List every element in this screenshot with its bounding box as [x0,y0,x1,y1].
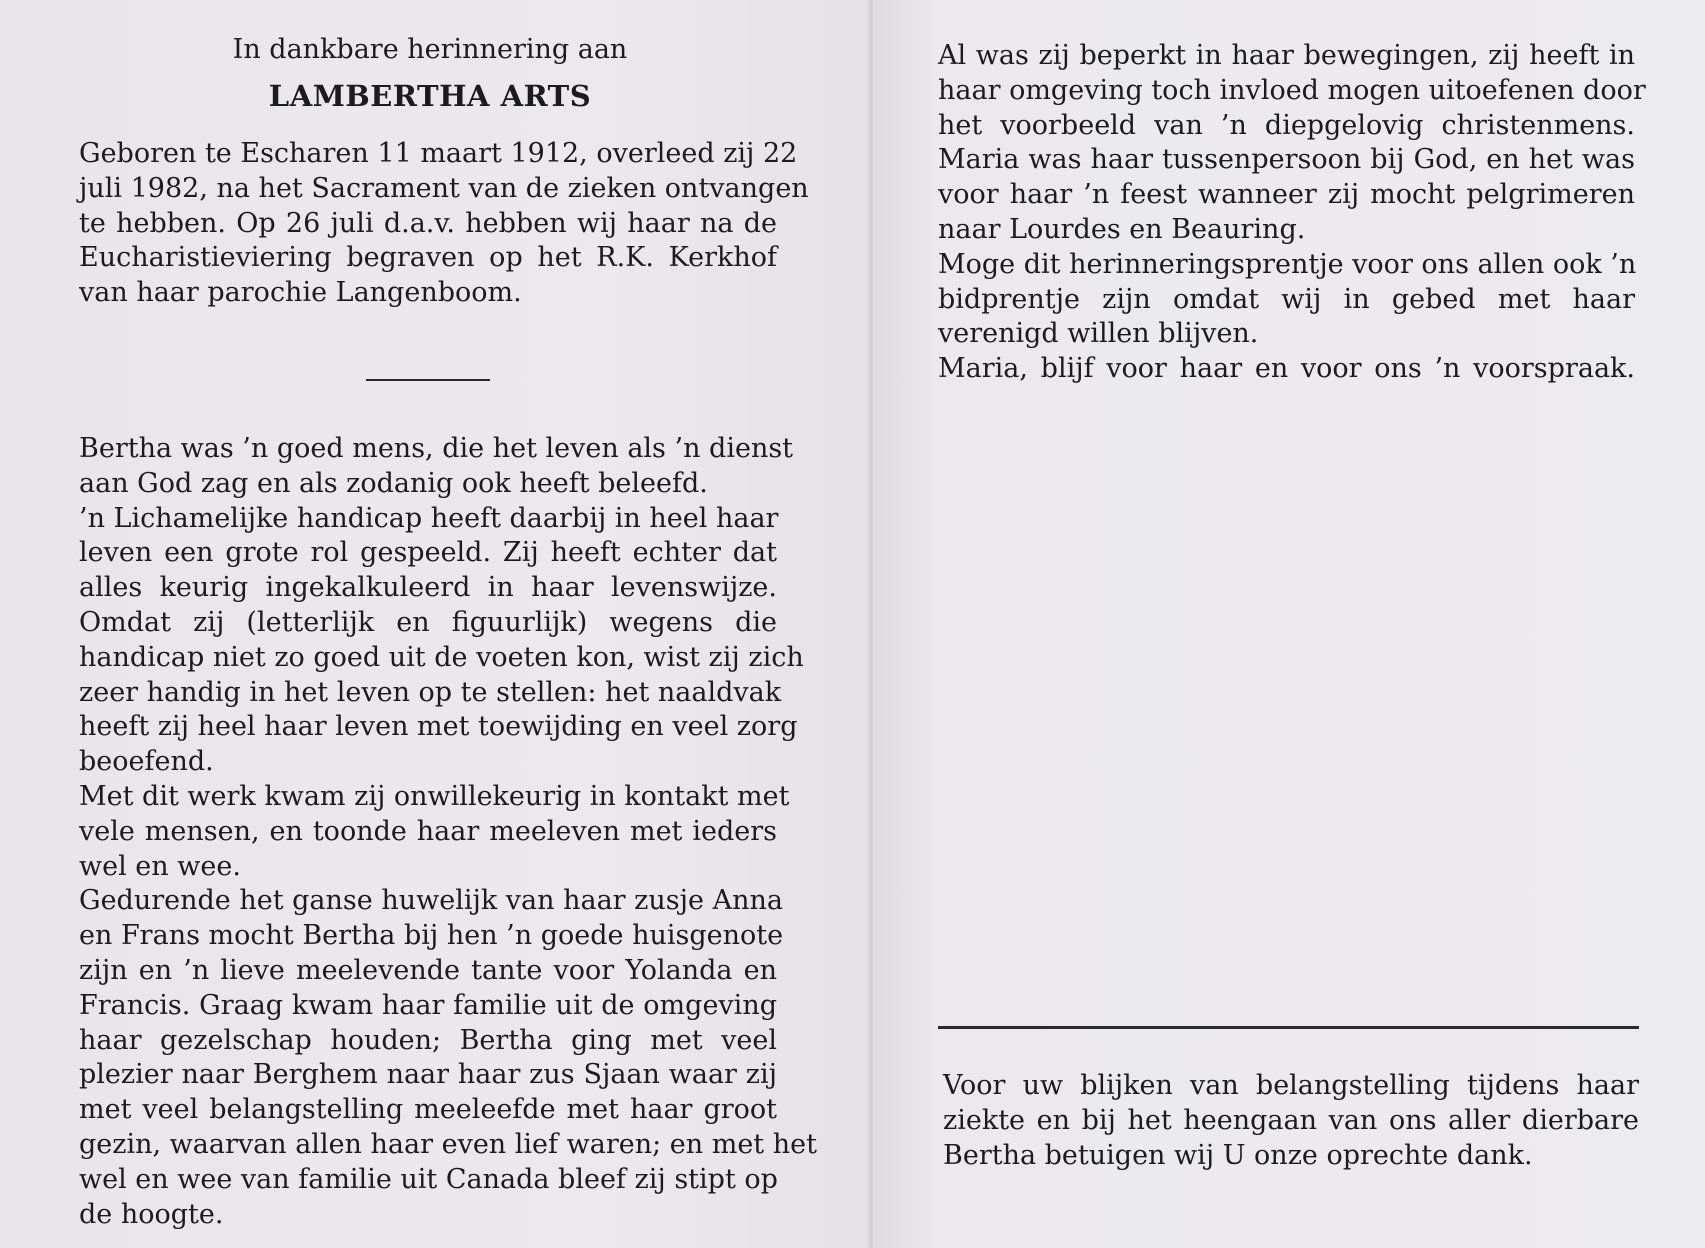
long-divider [938,1026,1639,1029]
life-line: zijn en ’n lieve meelevende tante voor Yolanda en [79,954,777,986]
thanks-paragraph [943,1069,1639,1173]
life-line: handicap niet zo goed uit de voeten kon, wist zij zich [79,641,804,673]
life-line: ’n Lichamelijke handicap heeft daarbij in heel haar [79,502,779,534]
faith-line: Maria was haar tussenpersoon bij God, en het was [938,144,1635,176]
short-divider [366,379,490,381]
life-paragraph [79,432,817,1232]
birth-paragraph [79,137,809,311]
life-line: Met dit werk kwam zij onwillekeurig in kontakt met [79,780,790,812]
birth-line: Geboren te Escharen 11 maart 1912, overleed zij 22 [79,138,798,169]
life-line: zeer handig in het leven op te stellen: het naaldvak [79,676,782,708]
life-line: gezin, waarvan allen haar even lief waren; en met het [79,1128,817,1160]
life-line: beoefend. [79,746,214,778]
faith-line: het voorbeeld van ’n diepgelovig christenmens. [938,109,1635,141]
life-line: de hoogte. [79,1198,224,1230]
life-line: met veel belangstelling meeleefde met haar groot [79,1094,777,1126]
faith-line: verenigd willen blijven. [938,318,1259,350]
life-line: Gedurende het ganse huwelijk van haar zusje Anna [79,885,783,917]
faith-line: haar omgeving toch invloed mogen uitoefenen door [938,74,1646,106]
thanks-line: Bertha betuigen wij U onze oprechte dank. [943,1139,1533,1171]
heading-intro: In dankbare herinnering aan [232,34,628,65]
birth-line: juli 1982, na het Sacrament van de zieken ontvangen [79,172,809,204]
faith-line: Al was zij beperkt in haar bewegingen, zij heeft in [938,40,1635,71]
faith-line: naar Lourdes en Beauring. [938,213,1306,245]
life-line: alles keurig ingekalkuleerd in haar levenswijze. [79,572,777,604]
birth-line: van haar parochie Langenboom. [79,277,522,309]
life-line: plezier naar Berghem naar haar zus Sjaan waar zij [79,1059,777,1091]
faith-line: Moge dit herinneringsprentje voor ons allen ook ’n [938,248,1637,280]
life-line: haar gezelschap houden; Bertha ging met veel [79,1024,777,1056]
life-line: wel en wee. [79,850,241,882]
life-line: leven een grote rol gespeeld. Zij heeft echter dat [79,537,777,569]
thanks-line: Voor uw blijken van belangstelling tijdens haar [943,1070,1639,1101]
page-fold [866,0,874,1248]
deceased-name: LAMBERTHA ARTS [268,79,592,113]
life-line: heeft zij heel haar leven met toewijding en veel zorg [79,711,798,743]
life-line: en Frans mocht Bertha bij hen ’n goede huisgenote [79,920,784,952]
faith-line: bidprentje zijn omdat wij in gebed met haar [938,283,1635,315]
life-line: Francis. Graag kwam haar familie uit de omgeving [79,989,777,1021]
faith-paragraph [938,39,1646,387]
faith-line: voor haar ’n feest wanneer zij mocht pelgrimeren [938,179,1635,211]
birth-line: te hebben. Op 26 juli d.a.v. hebben wij haar na de [79,207,777,239]
life-line: wel en wee van familie uit Canada bleef zij stipt op [79,1163,778,1195]
life-line: vele mensen, en toonde haar meeleven met ieders [79,815,777,847]
thanks-line: ziekte en bij het heengaan van ons aller dierbare [943,1104,1639,1136]
life-line: aan God zag en als zodanig ook heeft beleefd. [79,467,708,499]
birth-line: Eucharistieviering begraven op het R.K. Kerkhof [79,242,777,274]
life-line: Bertha was ’n goed mens, die het leven als ’n dienst [79,433,794,464]
life-line: Omdat zij (letterlijk en figuurlijk) wegens die [79,606,777,638]
faith-line: Maria, blijf voor haar en voor ons ’n voorspraak. [938,353,1635,385]
